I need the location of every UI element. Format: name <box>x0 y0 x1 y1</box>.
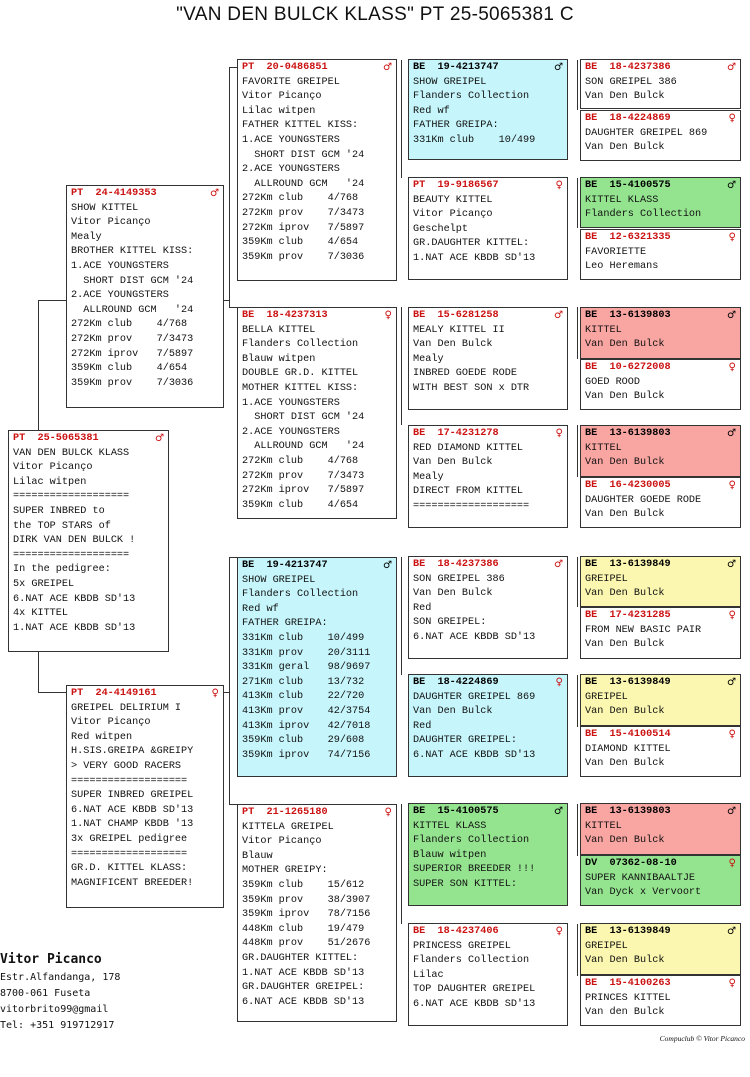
connector-line <box>577 60 578 110</box>
dam-card[interactable] <box>66 685 224 908</box>
maternal-grandsire-card[interactable] <box>237 557 397 777</box>
card-line: Flanders Collection <box>585 209 702 221</box>
card-line: RED DIAMOND KITTEL <box>413 442 524 454</box>
gg-grandparent-card[interactable] <box>580 726 741 777</box>
card-line: 6.NAT ACE KBDB SD'13 <box>413 631 536 643</box>
card-line: Blauw <box>242 850 273 862</box>
card-line: 413Km club 22/720 <box>242 691 365 703</box>
card-line: MOTHER GREIPY: <box>242 865 328 877</box>
card-line: > VERY GOOD RACERS <box>71 760 182 772</box>
card-line: Van Den Bulck <box>585 509 665 521</box>
female-symbol-icon: ♀ <box>728 610 736 621</box>
card-line: DAUGHTER GOEDE RODE <box>585 494 702 506</box>
card-line: FATHER KITTEL KISS: <box>242 120 359 132</box>
card-line: BEAUTY KITTEL <box>413 194 493 206</box>
owner-email: vitorbrito99@gmail <box>0 1004 109 1015</box>
gg-grandparent-card[interactable] <box>580 674 741 726</box>
card-line: 1.ACE YOUNGSTERS <box>242 397 340 409</box>
card-line: Van Den Bulck <box>585 639 665 651</box>
connector-line <box>577 307 578 359</box>
male-symbol-icon: ♂ <box>382 62 392 73</box>
great-grandparent-card[interactable] <box>408 177 568 280</box>
card-line: 413Km prov 42/3754 <box>242 705 371 717</box>
female-symbol-icon: ♀ <box>555 926 563 937</box>
card-line: WITH BEST SON x DTR <box>413 382 530 394</box>
card-line: 6.NAT ACE KBDB SD'13 <box>413 998 536 1010</box>
gg-grandparent-card[interactable] <box>580 607 741 659</box>
card-line: FATHER GREIPA: <box>413 120 499 132</box>
card-line: PRINCESS GREIPEL <box>413 940 511 952</box>
female-symbol-icon: ♀ <box>728 978 736 989</box>
great-grandparent-card[interactable] <box>408 674 568 777</box>
card-line: DAUGHTER GREIPEL 869 <box>585 127 708 139</box>
card-line: KITTEL KLASS <box>585 194 659 206</box>
ring-number: BE 17-4231285 ♀ <box>585 609 736 624</box>
card-line: 1.ACE YOUNGSTERS <box>242 134 340 146</box>
card-line: Blauw witpen <box>413 849 487 861</box>
card-line: GR.DAUGHTER KITTEL: <box>242 952 359 964</box>
card-line: GR.DAUGHTER KITTEL: <box>413 238 530 250</box>
ring-number: DV 07362-08-10 ♀ <box>585 857 736 872</box>
card-line: INBRED GOEDE RODE <box>413 368 517 380</box>
card-line: Van Dyck x Vervoort <box>585 887 702 899</box>
card-line: 6.NAT ACE KBDB SD'13 <box>13 593 136 605</box>
card-line: 272Km prov 7/3473 <box>71 333 194 345</box>
card-line: KITTEL <box>585 442 622 454</box>
connector-line <box>577 557 578 607</box>
gg-grandparent-card[interactable] <box>580 975 741 1026</box>
connector-line <box>401 557 402 675</box>
card-line: Vitor Picanço <box>413 209 493 221</box>
ring-number: BE 15-4100514 ♀ <box>585 728 736 743</box>
gg-grandparent-card[interactable] <box>580 477 741 528</box>
connector-line <box>38 692 66 693</box>
female-symbol-icon: ♀ <box>555 677 563 688</box>
great-grandparent-card[interactable] <box>408 307 568 410</box>
ring-number: BE 17-4231278 ♀ <box>413 427 563 442</box>
gg-grandparent-card[interactable] <box>580 59 741 109</box>
card-line: 2.ACE YOUNGSTERS <box>242 426 340 438</box>
gg-grandparent-card[interactable] <box>580 359 741 410</box>
card-line: Van Den Bulck <box>585 142 665 154</box>
female-symbol-icon: ♀ <box>728 858 736 869</box>
card-line: SHORT DIST GCM '24 <box>242 412 365 424</box>
card-line: ALLROUND GCM '24 <box>242 441 365 453</box>
card-line: Vitor Picanço <box>242 836 322 848</box>
connector-line <box>38 300 66 301</box>
paternal-granddam-card[interactable] <box>237 307 397 519</box>
card-line: Red witpen <box>71 731 133 743</box>
card-line: Flanders Collection <box>242 589 359 601</box>
ring-number: BE 16-4230005 ♀ <box>585 479 736 494</box>
card-line: 331Km prov 20/3111 <box>242 647 371 659</box>
connector-line <box>229 67 237 68</box>
card-line: Van Den Bulck <box>413 339 493 351</box>
male-symbol-icon: ♂ <box>382 560 392 571</box>
female-symbol-icon: ♀ <box>728 362 736 373</box>
card-line: GREIPEL <box>585 940 628 952</box>
card-line: the TOP STARS of <box>13 520 111 532</box>
card-line: MAGNIFICENT BREEDER! <box>71 877 194 889</box>
connector-line <box>229 557 230 804</box>
card-line: MEALY KITTEL II <box>413 324 505 336</box>
card-line: Van Den Bulck <box>585 339 665 351</box>
ring-number: BE 18-4237386 ♂ <box>413 558 563 573</box>
card-line: 359Km prov 7/3036 <box>242 251 365 263</box>
owner-name: Vitor Picanco <box>0 952 102 967</box>
card-line: Van Den Bulck <box>585 588 665 600</box>
card-line: Mealy <box>413 471 444 483</box>
card-line: 2.ACE YOUNGSTERS <box>71 290 169 302</box>
card-line: 272Km iprov 7/5897 <box>242 485 365 497</box>
card-line: 359Km prov 38/3907 <box>242 894 371 906</box>
male-symbol-icon: ♂ <box>726 677 736 688</box>
card-line: Van Den Bulck <box>585 457 665 469</box>
gg-grandparent-card[interactable] <box>580 855 741 906</box>
ring-number: BE 13-6139849 ♂ <box>585 925 736 940</box>
card-line: VAN DEN BULCK KLASS <box>13 447 130 459</box>
ring-number: BE 13-6139849 ♂ <box>585 558 736 573</box>
gg-grandparent-card[interactable] <box>580 307 741 359</box>
female-symbol-icon: ♀ <box>384 310 392 321</box>
male-symbol-icon: ♂ <box>553 806 563 817</box>
ring-number: BE 15-4100263 ♀ <box>585 977 736 992</box>
gg-grandparent-card[interactable] <box>580 556 741 607</box>
card-line: H.SIS.GREIPA &GREIPY <box>71 746 194 758</box>
ring-number: PT 24-4149161 ♀ <box>71 687 219 702</box>
subject-pigeon-card[interactable] <box>8 430 169 652</box>
card-line: 359Km iprov 78/7156 <box>242 909 371 921</box>
card-line: GREIPEL <box>585 691 628 703</box>
card-line: Red <box>413 720 432 732</box>
card-line: 272Km club 4/768 <box>71 319 188 331</box>
card-line: KITTELA GREIPEL <box>242 821 334 833</box>
great-grandparent-card[interactable] <box>408 425 568 528</box>
connector-line <box>229 557 237 558</box>
card-line: DAUGHTER GREIPEL: <box>413 735 517 747</box>
card-line: 1.ACE YOUNGSTERS <box>71 260 169 272</box>
card-line: 1.NAT ACE KBDB SD'13 <box>13 622 136 634</box>
card-line: Van Den Bulck <box>413 457 493 469</box>
great-grandparent-card[interactable] <box>408 556 568 659</box>
ring-number: BE 18-4224869 ♀ <box>413 676 563 691</box>
male-symbol-icon: ♂ <box>553 62 563 73</box>
card-line: 1.NAT ACE KBDB SD'13 <box>413 252 536 264</box>
card-line: 359Km iprov 74/7156 <box>242 749 371 761</box>
card-line: SUPERIOR BREEDER !!! <box>413 864 536 876</box>
card-line: GREIPEL <box>585 573 628 585</box>
connector-line <box>401 307 402 425</box>
card-line: =================== <box>413 500 530 512</box>
ring-number: BE 13-6139803 ♂ <box>585 805 736 820</box>
owner-postcode: 8700-061 Fuseta <box>0 988 91 999</box>
card-line: SHORT DIST GCM '24 <box>242 149 365 161</box>
ring-number: BE 13-6139849 ♂ <box>585 676 736 691</box>
card-line: Flanders Collection <box>413 955 530 967</box>
card-line: GR.D. KITTEL KLASS: <box>71 863 188 875</box>
ring-number: BE 12-6321335 ♀ <box>585 231 736 246</box>
card-line: Van Den Bulck <box>585 91 665 103</box>
card-line: GOED ROOD <box>585 376 641 388</box>
card-line: Vitor Picanço <box>71 217 151 229</box>
card-line: 448Km club 19/479 <box>242 923 365 935</box>
ring-number: BE 13-6139803 ♂ <box>585 309 736 324</box>
card-line: 271Km club 13/732 <box>242 676 365 688</box>
card-line: 413Km iprov 42/7018 <box>242 720 371 732</box>
card-line: In the pedigree: <box>13 564 111 576</box>
card-line: Flanders Collection <box>413 835 530 847</box>
ring-number: BE 19-4213747 ♂ <box>242 559 392 574</box>
female-symbol-icon: ♀ <box>728 480 736 491</box>
card-line: Van den Bulck <box>585 1007 665 1019</box>
card-line: KITTEL KLASS <box>413 820 487 832</box>
card-line: SUPER INBRED GREIPEL <box>71 790 194 802</box>
gg-grandparent-card[interactable] <box>580 803 741 855</box>
card-line: Geschelpt <box>413 223 469 235</box>
ring-number: BE 18-4237406 ♀ <box>413 925 563 940</box>
card-line: 4x KITTEL <box>13 608 69 620</box>
card-line: MOTHER KITTEL KISS: <box>242 382 359 394</box>
female-symbol-icon: ♀ <box>384 807 392 818</box>
card-line: Van Den Bulck <box>585 391 665 403</box>
ring-number: BE 13-6139803 ♂ <box>585 427 736 442</box>
card-line: Vitor Picanço <box>242 91 322 103</box>
ring-number: BE 10-6272008 ♀ <box>585 361 736 376</box>
card-line: Vitor Picanço <box>13 462 93 474</box>
connector-line <box>577 924 578 976</box>
card-line: ALLROUND GCM '24 <box>71 304 194 316</box>
card-line: FAVORIETTE <box>585 246 647 258</box>
card-line: Van Den Bulck <box>585 955 665 967</box>
card-line: 359Km club 29/608 <box>242 735 365 747</box>
card-line: 331Km geral 98/9697 <box>242 662 371 674</box>
male-symbol-icon: ♂ <box>209 188 219 199</box>
gg-grandparent-card[interactable] <box>580 177 741 228</box>
gg-grandparent-card[interactable] <box>580 229 741 280</box>
ring-number: PT 25-5065381 ♂ <box>13 432 164 447</box>
card-line: 272Km prov 7/3473 <box>242 470 365 482</box>
ring-number: BE 15-4100575 ♂ <box>413 805 563 820</box>
ring-number: PT 20-0486851 ♂ <box>242 61 392 76</box>
connector-line <box>224 692 230 693</box>
card-line: 272Km iprov 7/5897 <box>71 348 194 360</box>
male-symbol-icon: ♂ <box>726 926 736 937</box>
great-grandparent-card[interactable] <box>408 923 568 1026</box>
card-line: SUPER KANNIBAALTJE <box>585 872 696 884</box>
card-line: Van Den Bulck <box>413 588 493 600</box>
male-symbol-icon: ♂ <box>726 180 736 191</box>
great-grandparent-card[interactable] <box>408 803 568 906</box>
connector-line <box>38 300 39 430</box>
card-line: Van Den Bulck <box>413 706 493 718</box>
gg-grandparent-card[interactable] <box>580 923 741 975</box>
card-line: DIAMOND KITTEL <box>585 743 671 755</box>
card-line: 272Km iprov 7/5897 <box>242 222 365 234</box>
card-line: SHOW GREIPEL <box>413 76 487 88</box>
ring-number: PT 19-9186567 ♀ <box>413 179 563 194</box>
card-line: GREIPEL DELIRIUM I <box>71 702 182 714</box>
card-line: Van Den Bulck <box>585 835 665 847</box>
card-line: DIRECT FROM KITTEL <box>413 486 524 498</box>
card-line: SHOW KITTEL <box>71 202 139 214</box>
card-line: =================== <box>13 491 130 503</box>
ring-number: BE 18-4237386 ♂ <box>585 61 736 76</box>
female-symbol-icon: ♀ <box>211 688 219 699</box>
card-line: 359Km club 4/654 <box>242 499 359 511</box>
card-line: 3x GREIPEL pedigree <box>71 833 188 845</box>
connector-line <box>401 60 402 178</box>
card-line: Blauw witpen <box>242 353 316 365</box>
card-line: 359Km club 15/612 <box>242 879 365 891</box>
card-line: SON GREIPEL 386 <box>585 76 677 88</box>
female-symbol-icon: ♀ <box>728 729 736 740</box>
card-line: Mealy <box>413 353 444 365</box>
pedigree-title: "VAN DEN BULCK KLASS" PT 25-5065381 C <box>176 4 574 25</box>
card-line: SUPER SON KITTEL: <box>413 878 517 890</box>
card-line: Flanders Collection <box>413 91 530 103</box>
card-line: SON GREIPEL: <box>413 617 487 629</box>
card-line: Mealy <box>71 231 102 243</box>
connector-line <box>229 804 237 805</box>
card-line: Red <box>413 602 432 614</box>
male-symbol-icon: ♂ <box>726 310 736 321</box>
card-line: Vitor Picanço <box>71 717 151 729</box>
card-line: Lilac witpen <box>13 476 87 488</box>
owner-info <box>0 950 120 1034</box>
card-line: 5x GREIPEL <box>13 578 75 590</box>
male-symbol-icon: ♂ <box>553 310 563 321</box>
card-line: 331Km club 10/499 <box>242 632 365 644</box>
card-line: KITTEL <box>585 820 622 832</box>
gg-grandparent-card[interactable] <box>580 425 741 477</box>
card-line: 359Km prov 7/3036 <box>71 377 194 389</box>
gg-grandparent-card[interactable] <box>580 110 741 161</box>
card-line: BROTHER KITTEL KISS: <box>71 246 194 258</box>
card-line: Van Den Bulck <box>585 758 665 770</box>
card-line: Flanders Collection <box>242 339 359 351</box>
card-line: =================== <box>71 775 188 787</box>
paternal-grandsire-card[interactable] <box>237 59 397 281</box>
great-grandparent-card[interactable] <box>408 59 568 160</box>
card-line: Red wf <box>413 105 450 117</box>
male-symbol-icon: ♂ <box>726 428 736 439</box>
card-line: FAVORITE GREIPEL <box>242 76 340 88</box>
card-line: BELLA KITTEL <box>242 324 316 336</box>
card-line: GR.DAUGHTER GREIPEL: <box>242 982 365 994</box>
connector-line <box>577 425 578 477</box>
connector-line <box>38 652 39 692</box>
connector-line <box>577 804 578 856</box>
female-symbol-icon: ♀ <box>555 428 563 439</box>
connector-line <box>401 804 402 924</box>
card-line: 448Km prov 51/2676 <box>242 938 371 950</box>
female-symbol-icon: ♀ <box>728 232 736 243</box>
ring-number: BE 18-4237313 ♀ <box>242 309 392 324</box>
connector-line <box>577 675 578 727</box>
card-line: 1.NAT ACE KBDB SD'13 <box>242 967 365 979</box>
male-symbol-icon: ♂ <box>726 559 736 570</box>
card-line: ALLROUND GCM '24 <box>242 178 365 190</box>
card-line: =================== <box>71 848 188 860</box>
female-symbol-icon: ♀ <box>555 180 563 191</box>
card-line: 2.ACE YOUNGSTERS <box>242 164 340 176</box>
connector-line <box>229 67 230 192</box>
ring-number: PT 21-1265180 ♀ <box>242 806 392 821</box>
connector-line <box>229 192 230 307</box>
ring-number: BE 19-4213747 ♂ <box>413 61 563 76</box>
owner-address: Estr.Alfandanga, 178 <box>0 972 121 983</box>
card-line: 272Km prov 7/3473 <box>242 207 365 219</box>
card-line: 6.NAT ACE KBDB SD'13 <box>242 996 365 1008</box>
card-line: FATHER GREIPA: <box>242 618 328 630</box>
male-symbol-icon: ♂ <box>726 806 736 817</box>
connector-line <box>224 300 230 301</box>
card-line: 272Km club 4/768 <box>242 455 359 467</box>
owner-phone: Tel: +351 919712917 <box>0 1020 115 1031</box>
connector-line <box>229 307 237 308</box>
card-line: SUPER INBRED to <box>13 505 105 517</box>
sire-card[interactable] <box>66 185 224 408</box>
maternal-granddam-card[interactable] <box>237 804 397 1022</box>
male-symbol-icon: ♂ <box>553 559 563 570</box>
card-line: DIRK VAN DEN BULCK ! <box>13 535 136 547</box>
card-line: 331Km club 10/499 <box>413 134 536 146</box>
card-line: DAUGHTER GREIPEL 869 <box>413 691 536 703</box>
card-line: SHORT DIST GCM '24 <box>71 275 194 287</box>
card-line: SON GREIPEL 386 <box>413 573 505 585</box>
ring-number: BE 18-4224869 ♀ <box>585 112 736 127</box>
male-symbol-icon: ♂ <box>154 433 164 444</box>
card-line: PRINCES KITTEL <box>585 992 671 1004</box>
card-line: KITTEL <box>585 324 622 336</box>
card-line: 272Km club 4/768 <box>242 193 359 205</box>
card-line: Van Den Bulck <box>585 706 665 718</box>
card-line: SHOW GREIPEL <box>242 574 316 586</box>
card-line: 359Km club 4/654 <box>242 237 359 249</box>
card-line: TOP DAUGHTER GREIPEL <box>413 984 536 996</box>
card-line: Red wf <box>242 603 279 615</box>
card-line: DOUBLE GR.D. KITTEL <box>242 368 359 380</box>
male-symbol-icon: ♂ <box>726 62 736 73</box>
female-symbol-icon: ♀ <box>728 113 736 124</box>
card-line: Leo Heremans <box>585 261 659 273</box>
card-line: FROM NEW BASIC PAIR <box>585 624 702 636</box>
card-line: 6.NAT ACE KBDB SD'13 <box>71 804 194 816</box>
card-line: 6.NAT ACE KBDB SD'13 <box>413 749 536 761</box>
footer-credit: Compuclub © Vitor Picanco <box>659 1034 745 1043</box>
ring-number: BE 15-6281258 ♂ <box>413 309 563 324</box>
ring-number: PT 24-4149353 ♂ <box>71 187 219 202</box>
ring-number: BE 15-4100575 ♂ <box>585 179 736 194</box>
card-line: =================== <box>13 549 130 561</box>
card-line: Lilac witpen <box>242 105 316 117</box>
card-line: 359Km club 4/654 <box>71 363 188 375</box>
card-line: Lilac <box>413 969 444 981</box>
card-line: 1.NAT CHAMP KBDB '13 <box>71 819 194 831</box>
connector-line <box>577 178 578 228</box>
